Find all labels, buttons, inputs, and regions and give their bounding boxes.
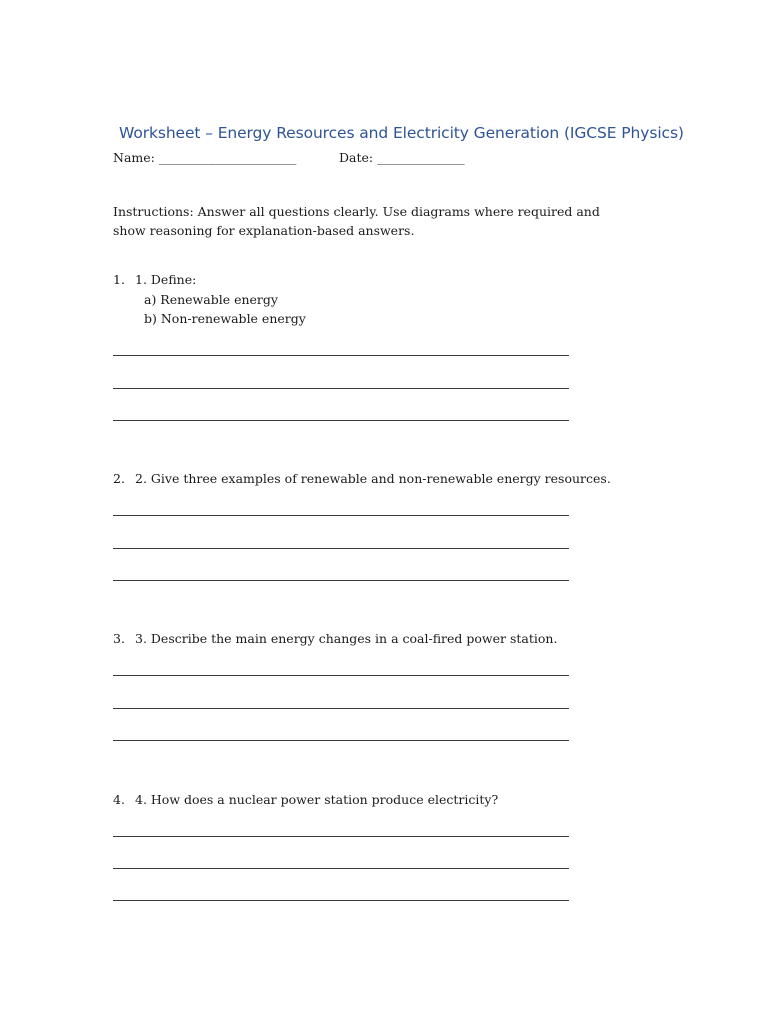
question-text: 2. Give three examples of renewable and non-renewable energy resources. — [135, 471, 611, 486]
question-text: 3. Describe the main energy changes in a coal-fired power station. — [135, 631, 558, 646]
answer-line — [113, 740, 569, 741]
question-text: 4. How does a nuclear power station produce electricity? — [135, 792, 499, 807]
answer-line — [113, 836, 569, 837]
question-2 — [113, 469, 611, 489]
answer-line — [113, 868, 569, 869]
question-3 — [113, 629, 557, 649]
answer-line — [113, 548, 569, 549]
sub-item: a) Renewable energy — [144, 291, 278, 307]
question-number: 4. — [113, 792, 125, 807]
question-1 — [113, 270, 306, 329]
answer-line — [113, 580, 569, 581]
answer-line — [113, 355, 569, 356]
question-text: 1. Define: — [135, 272, 197, 287]
answer-line — [113, 900, 569, 901]
date-field-line: Date: ______________ — [339, 150, 465, 165]
answer-line — [113, 420, 569, 421]
sub-item: b) Non-renewable energy — [144, 311, 306, 326]
question-4 — [113, 790, 498, 810]
answer-line — [113, 388, 569, 389]
worksheet-title: Worksheet – Energy Resources and Electricity Generation (IGCSE Physics) — [119, 124, 684, 142]
name-field-line: Name: ______________________ — [113, 150, 297, 165]
answer-line — [113, 675, 569, 676]
answer-line — [113, 515, 569, 516]
question-number: 2. — [113, 471, 125, 486]
instructions-text: Instructions: Answer all questions clearly. Use diagrams where required and show reasoning for explanation-based answers. — [113, 204, 600, 238]
question-number: 1. — [113, 272, 125, 287]
question-number: 3. — [113, 631, 125, 646]
answer-line — [113, 708, 569, 709]
